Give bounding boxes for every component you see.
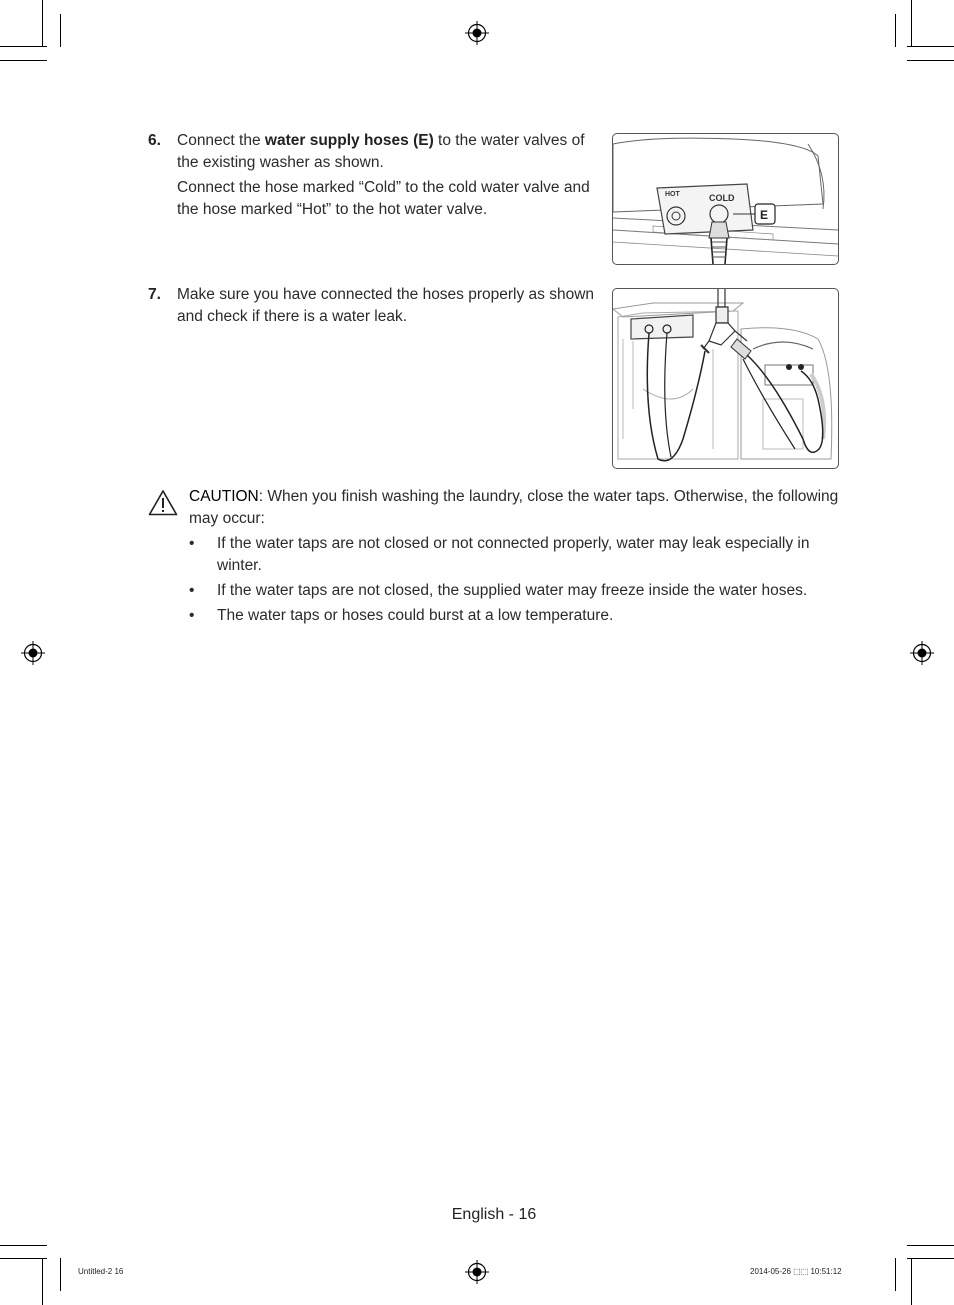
list-item: • If the water taps are not closed, the supplied water may freeze inside the water hoses. <box>189 580 839 602</box>
bullet: • <box>189 607 195 624</box>
callout-e: E <box>760 208 769 222</box>
page-footer <box>0 1206 954 1224</box>
print-timestamp: 2014-05-26 ⬚⬚ 10:51:12 <box>750 1267 842 1276</box>
print-file-name: Untitled-2 16 <box>78 1267 124 1276</box>
step-number: 6. <box>148 132 161 149</box>
warning-triangle-icon <box>148 489 178 516</box>
step-number: 7. <box>148 286 161 303</box>
hose-routing-illustration <box>612 288 839 469</box>
step-text: Connect the water supply hoses (E) to the water valves of the existing washer as shown. <box>177 132 585 171</box>
caution-list <box>189 533 839 627</box>
step-text-hot-cold: Connect the hose marked “Cold” to the cold water valve and the hose marked “Hot” to the hot water valve. <box>177 179 590 218</box>
hot-valve-label: HOT <box>665 191 680 198</box>
page-number: English - 16 <box>451 1206 537 1223</box>
bullet: • <box>189 535 195 552</box>
step-text: Make sure you have connected the hoses properly as shown and check if there is a water leak. <box>177 286 595 325</box>
registration-mark-right <box>910 641 934 665</box>
cold-valve-label: COLD <box>709 193 735 203</box>
registration-mark-bottom <box>465 1260 489 1284</box>
caution-label: CAUTION <box>189 488 259 505</box>
registration-mark-top <box>465 21 489 45</box>
caution-intro: CAUTION: When you finish washing the laundry, close the water taps. Otherwise, the following may occur: <box>189 488 839 527</box>
bullet: • <box>189 582 195 599</box>
registration-mark-left <box>21 641 45 665</box>
valve-connection-illustration <box>612 133 839 265</box>
water-supply-hoses-term: water supply hoses (E) <box>264 132 434 149</box>
list-item: • The water taps or hoses could burst at a low temperature. <box>189 605 839 627</box>
list-item: • If the water taps are not closed or not connected properly, water may leak especially in winter. <box>189 535 810 574</box>
